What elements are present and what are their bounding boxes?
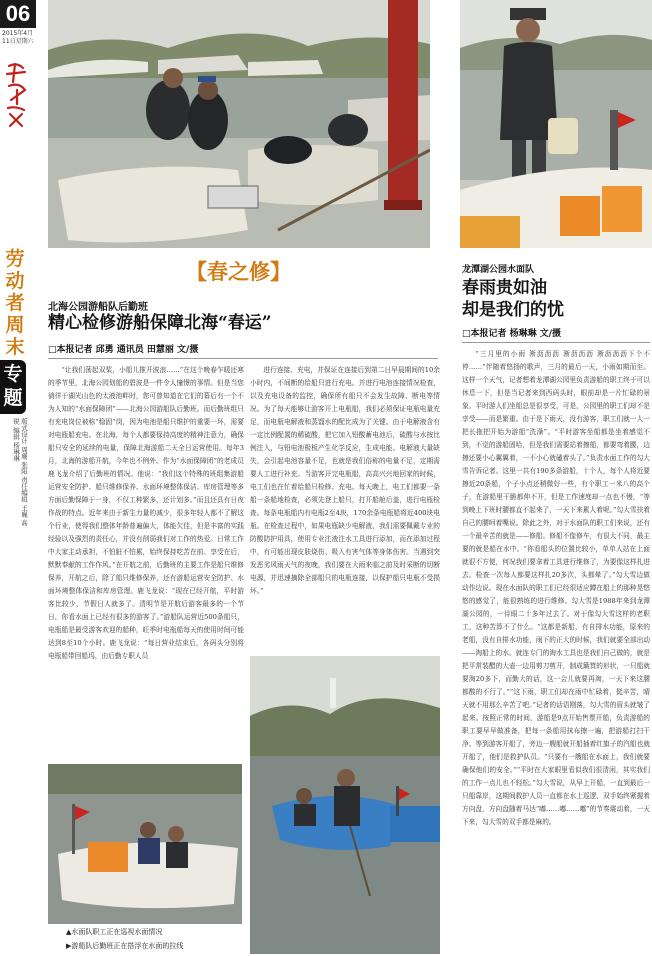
newspaper-logo	[3, 60, 29, 130]
section-label: 专题	[0, 360, 26, 414]
caption-rope-work: ▶游船队后勤班正在搭浮在水面的拉线	[66, 942, 184, 950]
photo-boat-patrol	[48, 764, 242, 924]
credits: 版式设计 周珊 张阳 责任编辑 王巍 高锐 编辑 杨琳琳	[12, 418, 28, 526]
side-body: “三月里的小雨 淅沥沥沥 淅沥沥沥 淅沥沥沥下个不停……”伴随着悠扬的歌声，三月的最后一天，小雨如期而至。这样一个天气，记者想着龙潭湖公园里负责游船的职工终于可以休息一下，但是当记者来到西码头时，眼前却是一片忙碌的景象。平时游人们坐船总是很享受，可是，公园里的职工们却不是享受——而是繁重。由于是下雨天，没有游客，职工们就一人一把长拖把开始为游船“洗澡”。“平时游客坐船都是坐着感觉不到，不觉的游船固哈，但是我们需要站着擦船，都要弯着腰，边擦还要小心翼翼着，一不小心就磕着头了。”负责水面工作的勾大雪告诉记者。这里一共有190多条游船，十个人，每个人将近要擦近20条船，个子小点还稍微好一些，有个职工一米八的高个子，在游船里干脆都伸不开，但是工作速度却一点也不慢，“等到晚上下班时腰都直不起来了，一天下来累人着呢。”勾大雪扶着自己的腰呵着嘴说。除此之外，对于水面队的职工们来说，还有一个最辛苦的就是——修船。修船不像修车，有很大不同，最主要的就是船在水中。“你看船头的位置比较小，单单人站在上面就很不方便，何况我们要拿着工具进行维修了，为要像这样扎进去。检查一次每人都要这样扎20多次，头都晕了。”勾大雪边做动作边说。现在水面队的职工们已经很适应蹲在船上的那种晃悠悠的感觉了，能很熟练的进行维修。勾大雪是1988年来到龙潭湖公园的，一待眼二十多年过去了。对于像勾大雪这样的老职工，这种苦算不了什么。“这都是新船，有自排水功能，原来的老船，没有自排水功能，雨下的正大的时候，我们就要全部出动——淘船上的水。就连专门的淘水工具也是我们自己做的，就是把平常装醋的大壶一边用剪刀剪开，制成簸箕的形状，一只船就要淘20多下，而勤大的话，这一会儿就要再淘，一天下来这腰都酸的不行了。”“这下雨，职工们却在雨中忙碌着，挺辛苦，晴天就不用那么辛苦了吧。”记者的话语刚落，勾大雪的眉头就皱了起来。按照正常的时间，游船是9点开始售票开船，负责游船的职工要早早做准备，把每一条船用抹布擦一遍，把游船打扫干净。等到游客开船了，旁边一艘船就开船插着红旗子的汽船也就开船了，他们是救护队员。“只要有一艘船在水面上，我们就要确保他们的安全。”“平时在大家眼里看似我们很清闲，其实我们的工作一点儿也不轻松。”勾大雪说，从早上开船，一直到最后一只船靠岸，这期间救护人员一直都在水上巡逻，双手始终紧握着方向盘，方向盘随着马达“嘟……嘟……嘟”的节奏震动着，一天下来，勾大雪的双手都是麻的。	[462, 350, 650, 826]
main-subhead: 北海公园游船队后勤班	[48, 302, 148, 313]
side-byline: □本报记者 杨琳琳 文/摄	[462, 329, 562, 339]
side-photo-worker-on-boat	[460, 0, 652, 248]
column-name: 劳动者周末	[5, 248, 25, 358]
caption-patrol: ▲水面队职工正在巡视水面情况	[66, 928, 163, 936]
date-line: 2015年4月11日星期六	[2, 30, 34, 45]
main-headline: 精心检修游船保障北海“春运”	[48, 313, 272, 333]
main-body-col2: 进行连接、充电，并保证在连接后到第二日早晨期间的10余小时内，不间断的给船只进行充电。并进行电池连接情况检查，以及充电设备的监控，确保所有船只不会发生故障、断电等情况。为了每天能够让游客开上电瓶船，我们必须保证电瓶电量充足，而电瓶电解液和蒸馏水的配比成为了关键。由于电解液含有一定比例配置的稀硫酸，把它加入铅酸蓄电池后，硫酸与水按比例注入，与铅电池极板产生化学反应，生成电能。电解液大量缺失，会引起电池容量不足，也就是我们俗称的电量不足，定期需要人工进行补充。当游客开完电瓶船，高高兴兴地回家的时候，电工们也在忙着给船只检修、充电。每天晚上，电工们都要一条船一条船地检查，必须先登上船只，打开船舱后盖，进行电瓶检查。每条电瓶船内有电瓶2至4块，170余条电瓶船将近400块电瓶。在检查过程中，如果电瓶缺少电解液，我们需要佩戴专业的防酸防护用具，使用专业注液注水工具进行添加，而在添加过程中，有可能出现皮肤烧伤、吸入有害气体等身体伤害。当遇到突发恶劣风雨天气的夜晚，我们要在大雨来临之前及时采断的切断电源，并迅速摘除全部船只的电瓶连接，以保护船只电瓶不受损坏。”	[250, 366, 440, 595]
main-photo-boat-repair	[48, 0, 430, 248]
photo-rope-work	[250, 656, 440, 954]
side-headline-line1: 春雨贵如油	[462, 278, 547, 298]
logo-calligraphy-graphic	[3, 60, 29, 130]
side-kicker: 龙潭湖公园水面队	[462, 265, 535, 275]
story-kicker: 【春之修】	[186, 259, 291, 284]
side-headline-line2: 却是我们的忧	[462, 300, 564, 320]
main-divider	[48, 358, 438, 359]
main-body-col1: “让我们荡起双桨，小船儿推开波浪……”在这个晚春乍暖还寒的季节里，北海公园划船的碧波是一件令人憧憬的事情。但是当您徜徉于湖光山色的太液池畔时，您可曾知道在它们的幕后有一个不为人知的“水面保障团”——北海公园游船队后勤班。而后勤班组只有充电岗位被称“稳固”岗，因为电池是船只维护的重要一环，需要对电瓶船充电。在北海，每个人都要保持高度的精神注意力，确保船只安全的延续的电量，保障北海游船二天全日运营使用。每年3月，北海的游船开航，今年也不例外。作为“水面保障团”的老成员鹿飞龙介绍了后勤班的情况。他说：“我们这个特殊的班组集游船运营安全防护、船只维修保养、水面环境整体保洁、库房管理等多方面后勤保障于一身，不仅工种繁多，还计划多。”而且还具有日夜作战的特点。近年来由于新生力量的减少，很多年轻人都不了解这个行业，使得我们整体年龄普遍偏大，体能欠佳，但是丰富的实践经验以及强烈的责任心，并没有削弱我们对工作的热爱。日常工作中大家主动承担，不怕脏不怕累，始终保持吃苦在前、享受在后，默默奉献的工作作风。”在开航之前，后勤班的主要工作是船只维修保养，开航之后，除了船只维修保养，还有游船运营安全防护、水面环境整体保洁和库房管理。鹿飞龙说：“现在已经开航，平时游客比较少，节假日人就多了。清明节是开航后游客最多的一个节日，你看水面上已经有很多的游客了。”游船队运营近500条船只，电瓶船是最受游客欢迎的船种，旺季时电瓶船每天的使用时间可能达到8至10个小时。鹿飞龙说：“每日营业结束后，各码头分别将电瓶船带回船坞，由后勤专职人员	[48, 366, 244, 660]
main-byline: □本报记者 邱勇 通讯员 田慧丽 文/摄	[48, 345, 199, 355]
page-number: 06	[0, 0, 36, 28]
side-divider	[462, 342, 650, 343]
